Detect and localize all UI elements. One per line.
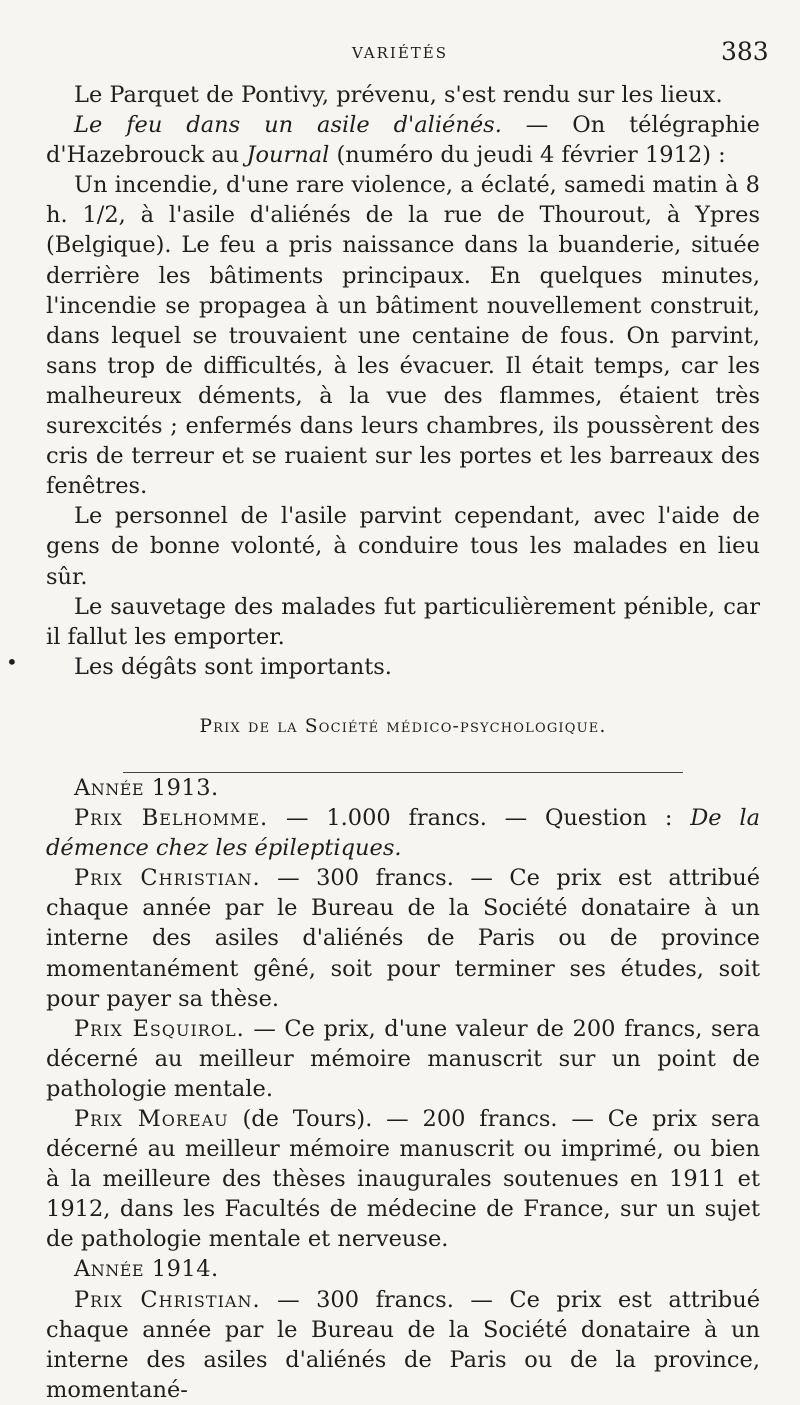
paragraph-rescue: Le sauvetage des malades fut particulièrement pénible, car il fallut les emporter. [46,593,760,650]
prize-esquirol [46,1014,760,1104]
running-header: VARIÉTÉS [351,44,449,62]
prize-belhomme [46,803,760,863]
prize-christian-name: Prix Christian. [74,865,261,892]
fire-lead-title: Le feu dans un asile d'aliénés. [74,112,502,139]
prize-belhomme-text: — 1.000 francs. — Question : [268,805,691,832]
paragraph-pontivy: Le Parquet de Pontivy, prévenu, s'est rendu sur les lieux. [74,82,723,108]
journal-name: Journal [246,142,330,169]
paragraph-damage: Les dégâts sont importants. [74,653,392,680]
prize-christian2-name: Prix Christian. [74,1286,261,1313]
margin-mark: • [6,650,18,674]
prize-christian-text: — 300 francs. — Ce prix est attribué chaque année par le Bureau de la Société donataire à un interne des asiles d'aliénés de Paris ou de province momentanément gêné, soit pour terminer ses études, soit pour payer sa thèse. [46,865,761,1012]
prize-moreau-text: (de Tours). — 200 francs. — Ce prix sera décerné au meilleur mémoire manuscrit ou imprimé, ou bien à la meilleure des thèses inaugurales soutenues en 1911 et 1912, dans les Facultés de médecine de France, sur un sujet de pathologie mentale et nerveuse. [46,1106,760,1253]
prize-esquirol-text: — Ce prix, d'une valeur de 200 francs, sera décerné au meilleur mémoire manuscrit sur un point de pathologie mentale. [46,1015,760,1102]
year-1913-heading: Année 1913. [74,774,219,801]
page-number: 383 [721,37,769,66]
paragraph-personnel: Le personnel de l'asile parvint cependant, avec l'aide de gens de bonne volonté, à conduire tous les malades en lieu sûr. [46,503,760,590]
page-body [46,80,760,1405]
fire-lead-tail: (numéro du jeudi 4 février 1912) : [329,142,726,169]
prize-belhomme-question: De la démence chez les épileptiques. [46,805,761,862]
prize-moreau-name: Prix Moreau [74,1106,229,1132]
prizes-section-title: Prix de la Société médico-psychologique. [199,715,607,737]
paragraph-fire-account: Un incendie, d'une rare violence, a éclaté, samedi matin à 8 h. 1/2, à l'asile d'aliénés de la rue de Thourout, à Ypres (Belgique). Le feu a pris naissance dans la buanderie, située derrière les bâtiments principaux. En quelques minutes, l'incendie se propagea à un bâtiment nouvellement construit, dans lequel se trouvaient une centaine de fous. On parvint, sans trop de difficultés, à les évacuer. Il était temps, car les malheureux déments, à la vue des flammes, étaient très surexcités ; enfermés dans leurs chambres, ils poussèrent des cris de terreur et se ruaient sur les portes et les barreaux des fenêtres. [46,172,760,500]
fire-lead-text: — On télégraphie d'Hazebrouck au [46,112,760,169]
prize-esquirol-name: Prix Esquirol. [74,1015,245,1042]
prize-christian2-text: — 300 francs. — Ce prix est attribué chaque année par le Bureau de la Société donataire à un interne des asiles d'aliénés de Paris ou de la province, momentané- [46,1286,761,1403]
prize-belhomme-name: Prix Belhomme. [74,805,269,832]
prize-moreau [46,1104,760,1254]
year-1914-heading: Année 1914. [74,1256,219,1283]
prize-christian-1914 [46,1285,760,1405]
paragraph-fire-lead [46,110,760,170]
prize-christian-1913 [46,863,760,1013]
